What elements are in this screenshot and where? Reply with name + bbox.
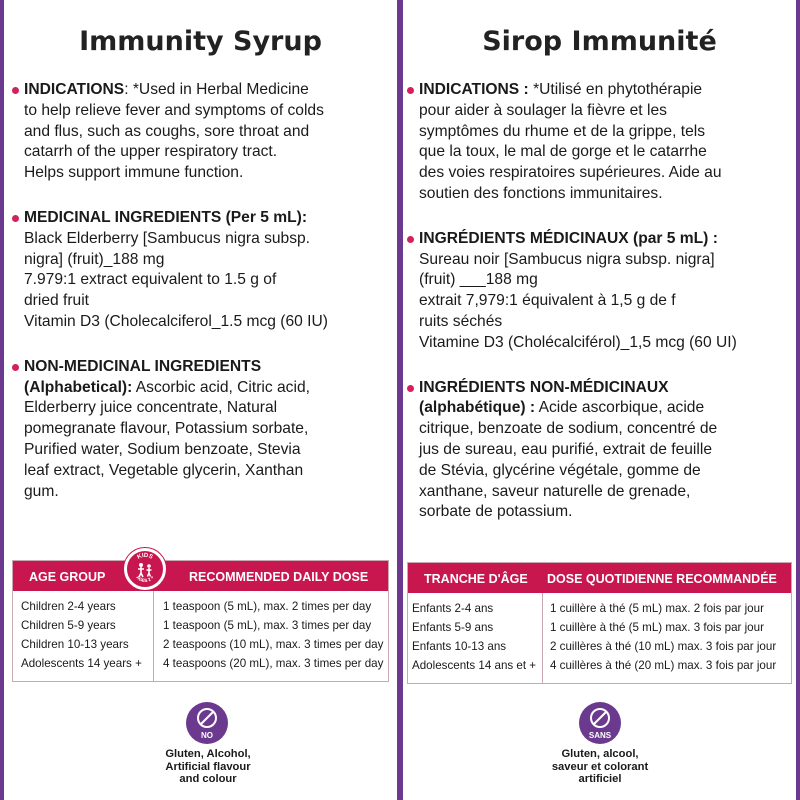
ingredient-line: 7.979:1 extract equivalent to 1.5 g of bbox=[24, 271, 277, 289]
free-from-line: Artificial flavour bbox=[165, 760, 251, 773]
non-medicinal-ingredients-section bbox=[10, 357, 391, 503]
bullet-icon bbox=[12, 215, 19, 222]
page-title-fr: Sirop Immunité bbox=[482, 26, 717, 57]
table-row bbox=[408, 656, 791, 675]
non-medicinal-line: de Stévia, glycérine végétale, gomme de bbox=[419, 461, 701, 479]
non-medicinal-line: jus de sureau, eau purifié, extrait de feuille bbox=[419, 440, 712, 458]
age-group-header: AGE GROUP bbox=[29, 570, 106, 584]
indications-line: des voies respiratoires supérieures. Aide au bbox=[419, 164, 722, 182]
bullet-icon bbox=[12, 364, 19, 371]
ingredient-line: Sureau noir [Sambucus nigra subsp. nigra] bbox=[419, 250, 715, 268]
indications-line: soutien des fonctions immunitaires. bbox=[419, 184, 663, 202]
table-row bbox=[13, 597, 388, 616]
age-cell: Enfants 2-4 ans bbox=[412, 602, 494, 615]
non-medicinal-line: xanthane, saveur naturelle de grenade, bbox=[419, 482, 691, 500]
non-medicinal-line: pomegranate flavour, Potassium sorbate, bbox=[24, 420, 309, 438]
non-medicinal-ingredients-section-fr bbox=[405, 378, 790, 524]
indications-section bbox=[10, 80, 391, 184]
bullet-icon bbox=[407, 87, 414, 94]
french-sections bbox=[405, 80, 790, 547]
indications-line: to help relieve fever and symptoms of colds bbox=[24, 101, 324, 119]
non-medicinal-line: (Alphabetical): Ascorbic acid, Citric acid, bbox=[24, 378, 310, 396]
age-cell: Children 5-9 years bbox=[21, 619, 116, 632]
table-row bbox=[408, 637, 791, 656]
no-symbol-icon-fr bbox=[577, 700, 623, 746]
dose-table-fr bbox=[407, 562, 792, 684]
non-medicinal-subheading: (Alphabetical): bbox=[24, 378, 133, 396]
age-cell: Adolescents 14 years + bbox=[21, 657, 142, 670]
medicinal-ingredients-heading: MEDICINAL INGREDIENTS (Per 5 mL): bbox=[24, 208, 308, 226]
non-medicinal-line: (alphabétique) : Acide ascorbique, acide bbox=[419, 399, 705, 417]
non-medicinal-line: leaf extract, Vegetable glycerin, Xanthan bbox=[24, 461, 304, 479]
sans-badge-word: SANS bbox=[588, 731, 612, 740]
dose-cell: 4 teaspoons (20 mL), max. 3 times per day bbox=[163, 657, 384, 670]
dose-cell: 1 teaspoon (5 mL), max. 3 times per day bbox=[163, 619, 372, 632]
dose-cell: 2 cuillères à thé (10 mL) max. 3 fois par jour bbox=[550, 640, 777, 653]
indications-line: catarrh of the upper respiratory tract. bbox=[24, 143, 278, 161]
ingredient-line: Vitamine D3 (Cholécalciférol)_1,5 mcg (60 UI) bbox=[419, 333, 737, 351]
dose-cell: 4 cuillères à thé (20 mL) max. 3 fois par jour bbox=[550, 659, 777, 672]
dose-table bbox=[12, 560, 389, 682]
non-medicinal-subheading-fr: (alphabétique) : bbox=[419, 399, 536, 417]
bullet-icon bbox=[407, 385, 414, 392]
bullet-icon bbox=[407, 236, 414, 243]
daily-dose-header-fr: DOSE QUOTIDIENNE RECOMMANDÉE bbox=[547, 572, 777, 586]
no-badge-word: NO bbox=[201, 731, 213, 740]
table-row bbox=[408, 599, 791, 618]
right-frame-edge bbox=[796, 0, 800, 800]
non-medicinal-line: Purified water, Sodium benzoate, Stevia bbox=[24, 440, 301, 458]
kids-badge-icon bbox=[124, 548, 166, 590]
indications-line: Helps support immune function. bbox=[24, 164, 244, 182]
age-cell: Enfants 5-9 ans bbox=[412, 621, 494, 634]
dose-cell: 1 cuillère à thé (5 mL) max. 3 fois par jour bbox=[550, 621, 764, 634]
kids-badge-top-text: KIDS bbox=[136, 552, 154, 561]
dose-cell: 1 cuillère à thé (5 mL) max. 2 fois par jour bbox=[550, 602, 764, 615]
non-medicinal-line: gum. bbox=[24, 482, 59, 500]
dose-cell: 2 teaspoons (10 mL), max. 3 times per day bbox=[163, 638, 384, 651]
table-row bbox=[13, 635, 388, 654]
dose-table-body-fr bbox=[408, 593, 791, 683]
table-row bbox=[13, 616, 388, 635]
french-panel bbox=[403, 0, 796, 800]
free-from-label-fr bbox=[530, 748, 670, 786]
indications-line: INDICATIONS : *Utilisé en phytothérapie bbox=[419, 81, 703, 98]
indications-line: pour aider à soulager la fièvre et les bbox=[419, 101, 667, 119]
ingredient-line: nigra] (fruit)_188 mg bbox=[24, 250, 165, 268]
no-symbol-icon bbox=[184, 700, 230, 746]
daily-dose-header: RECOMMENDED DAILY DOSE bbox=[189, 570, 369, 584]
medicinal-ingredients-section bbox=[10, 208, 391, 333]
ingredient-line: extrait 7,979:1 équivalent à 1,5 g de f bbox=[419, 292, 676, 310]
non-medicinal-heading-fr: INGRÉDIENTS NON-MÉDICINAUX bbox=[419, 378, 669, 396]
indications-heading: INDICATIONS bbox=[24, 81, 125, 98]
english-sections bbox=[10, 80, 391, 526]
svg-text:KIDS bbox=[136, 553, 153, 561]
svg-text:AGES 2 + bbox=[135, 574, 155, 583]
table-row bbox=[408, 618, 791, 637]
free-from-line: Gluten, alcool, bbox=[561, 748, 639, 760]
age-group-header-fr: TRANCHE D'ÂGE bbox=[424, 572, 528, 586]
indications-line: and flus, such as coughs, sore throat and bbox=[24, 122, 310, 140]
non-medicinal-heading: NON-MEDICINAL INGREDIENTS bbox=[24, 357, 262, 375]
medicinal-ingredients-heading-fr: INGRÉDIENTS MÉDICINAUX (par 5 mL) : bbox=[419, 229, 718, 247]
ingredient-line: dried fruit bbox=[24, 292, 90, 310]
english-panel bbox=[4, 0, 397, 800]
free-from-line: artificiel bbox=[578, 773, 622, 785]
dose-table-header-fr bbox=[408, 563, 791, 593]
ingredient-line: Vitamin D3 (Cholecalciferol_1.5 mcg (60 IU) bbox=[24, 312, 328, 330]
page-title: Immunity Syrup bbox=[79, 26, 322, 57]
ingredient-line: (fruit) ___188 mg bbox=[419, 271, 538, 289]
free-from-line: saveur et colorant bbox=[551, 760, 649, 773]
non-medicinal-line: citrique, benzoate de sodium, concentré de bbox=[419, 420, 718, 438]
medicinal-ingredients-section-fr bbox=[405, 229, 790, 354]
indications-section-fr bbox=[405, 80, 790, 205]
indications-line: INDICATIONS: *Used in Herbal Medicine bbox=[24, 81, 309, 98]
indications-line: que la toux, le mal de gorge et le catarrhe bbox=[419, 143, 707, 161]
age-cell: Children 10-13 years bbox=[21, 638, 129, 651]
indications-heading-fr: INDICATIONS : bbox=[419, 81, 529, 98]
free-from-line: and colour bbox=[179, 773, 237, 785]
kids-badge-bottom-text: AGES 2 + bbox=[135, 574, 155, 584]
indications-line: symptômes du rhume et de la grippe, tels bbox=[419, 122, 706, 140]
age-cell: Adolescents 14 ans et + bbox=[412, 659, 537, 672]
non-medicinal-line: Elderberry juice concentrate, Natural bbox=[24, 399, 278, 417]
dose-cell: 1 teaspoon (5 mL), max. 2 times per day bbox=[163, 600, 372, 613]
ingredient-line: ruits séchés bbox=[419, 312, 503, 330]
non-medicinal-line: sorbate de potassium. bbox=[419, 503, 573, 521]
ingredient-line: Black Elderberry [Sambucus nigra subsp. bbox=[24, 229, 311, 247]
age-cell: Children 2-4 years bbox=[21, 600, 116, 613]
dose-table-body bbox=[13, 591, 388, 681]
table-row bbox=[13, 654, 388, 673]
bullet-icon bbox=[12, 87, 19, 94]
dose-table-header bbox=[13, 561, 388, 591]
free-from-line: Gluten, Alcohol, bbox=[165, 748, 251, 760]
age-cell: Enfants 10-13 ans bbox=[412, 640, 507, 653]
free-from-label bbox=[138, 748, 278, 786]
